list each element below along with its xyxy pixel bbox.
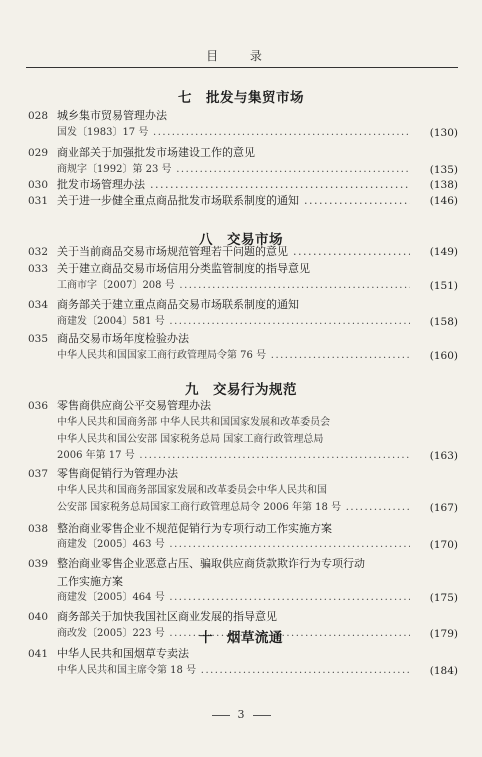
entry-page-number: (149) [429,246,458,258]
entry-title: 商业部关于加强批发市场建设工作的意见 [57,146,255,159]
entry-detail: 工作实施方案 [57,575,123,588]
entry-title: 批发市场管理办法 ..... [57,177,410,193]
entry-number: 034 [28,299,49,311]
entry-page-number: (151) [429,280,458,292]
section-title: 烟草流通 [227,630,283,646]
entry-detail: 中华人民共和国商务部 中华人民共和国国家发展和改革委员会 [57,417,331,428]
toc-entry[interactable] [26,556,458,572]
entry-title: 整治商业零售企业恶意占压、骗取供应商货款欺诈行为专项行动 [57,557,365,570]
entry-page-number: (184) [429,665,458,677]
footer-dash-left [212,715,230,716]
toc-entry-line[interactable] [26,448,458,464]
entry-number: 029 [28,147,49,159]
section-number: 十 [199,630,213,646]
entry-detail: 中华人民共和国公安部 国家税务总局 国家工商行政管理总局 [57,434,324,445]
entry-title: 零售商供应商公平交易管理办法 [57,399,211,412]
toc-entry-line[interactable] [26,314,458,330]
running-header: 目 录 [206,49,276,63]
entry-page-number: (179) [429,628,458,640]
page-number: 3 [237,708,245,721]
entry-number: 040 [28,611,49,623]
toc-entry[interactable] [26,466,458,482]
section-title: 批发与集贸市场 [206,90,304,106]
entry-title: 关于进一步健全重点商品批发市场联系制度的通知 ..... [57,193,410,209]
entry-detail: 商建发〔2004〕581 号 ..... [57,314,410,330]
entry-page-number: (167) [429,502,458,514]
toc-entry[interactable] [26,145,458,161]
entry-detail: 中华人民共和国主席令第 18 号 ..... [57,663,410,679]
entry-number: 038 [28,523,49,535]
entry-page-number: (160) [429,350,458,362]
entry-detail: 商建发〔2005〕463 号 ..... [57,537,410,553]
section-heading [0,86,482,106]
entry-number: 037 [28,468,49,480]
toc-entry-line[interactable] [26,500,458,516]
entry-title: 关于建立商品交易市场信用分类监管制度的指导意见 [57,262,310,275]
toc-entry-line[interactable] [26,663,458,679]
entry-number: 035 [28,333,49,345]
toc-entry[interactable] [26,297,458,313]
entry-number: 030 [28,179,49,191]
entry-page-number: (175) [429,592,458,604]
entry-page-number: (146) [429,195,458,207]
entry-detail: 国发〔1983〕17 号 ..... [57,125,410,141]
entry-detail: 中华人民共和国商务部国家发展和改革委员会中华人民共和国 [57,485,327,496]
toc-entry-line[interactable] [26,125,458,141]
toc-entry-line[interactable] [26,590,458,606]
entry-detail: 工商市字〔2007〕208 号 ..... [57,278,410,294]
entry-title: 城乡集市贸易管理办法 [57,109,167,122]
toc-entry[interactable] [26,331,458,347]
toc-entry-line[interactable] [26,432,458,448]
toc-entry[interactable] [26,521,458,537]
entry-page-number: (170) [429,539,458,551]
entry-number: 031 [28,195,49,207]
entry-page-number: (163) [429,450,458,462]
toc-entry-line[interactable] [26,574,458,590]
entry-title: 商务部关于建立重点商品交易市场联系制度的通知 [57,298,299,311]
entry-detail: 中华人民共和国国家工商行政管理局令第 76 号 ..... [57,348,410,364]
entry-title: 关于当前商品交易市场规范管理若干问题的意见 ..... [57,244,410,260]
toc-entry-line[interactable] [26,415,458,431]
entry-number: 041 [28,648,49,660]
entry-number: 028 [28,110,49,122]
entry-number: 032 [28,246,49,258]
section-heading [0,378,482,398]
toc-entry[interactable] [26,193,458,209]
footer-dash-right [253,715,271,716]
entry-page-number: (158) [429,316,458,328]
toc-entry-line[interactable] [26,537,458,553]
entry-title: 商务部关于加快我国社区商业发展的指导意见 [57,610,277,623]
section-number: 九 [185,382,199,398]
toc-entry[interactable] [26,261,458,277]
entry-page-number: (138) [429,179,458,191]
section-title: 交易市场 [227,232,283,248]
toc-entry[interactable] [26,646,458,662]
toc-entry[interactable] [26,108,458,124]
entry-detail: 公安部 国家税务总局国家工商行政管理总局令 2006 年第 18 号 ..... [57,500,410,516]
entry-number: 033 [28,263,49,275]
header-rule [26,67,458,68]
toc-entry-line[interactable] [26,278,458,294]
toc-entry[interactable] [26,398,458,414]
toc-entry-line[interactable] [26,162,458,178]
entry-title: 中华人民共和国烟草专卖法 [57,647,189,660]
section-number: 七 [178,90,192,106]
entry-page-number: (135) [429,164,458,176]
entry-detail: 2006 年第 17 号 ..... [57,448,410,464]
page-footer [0,708,482,721]
entry-title: 整治商业零售企业不规范促销行为专项行动工作实施方案 [57,522,332,535]
entry-number: 039 [28,558,49,570]
toc-entry-line[interactable] [26,348,458,364]
toc-entry-line[interactable] [26,483,458,499]
section-number: 八 [199,232,213,248]
section-title: 交易行为规范 [213,382,297,398]
section-heading [0,626,482,646]
entry-page-number: (130) [429,127,458,139]
entry-number: 036 [28,400,49,412]
entry-title: 零售商促销行为管理办法 [57,467,178,480]
toc-entry[interactable] [26,244,458,260]
entry-title: 商品交易市场年度检验办法 [57,332,189,345]
entry-detail: 商规字〔1992〕第 23 号 ..... [57,162,410,178]
entry-detail: 商建发〔2005〕464 号 ..... [57,590,410,606]
toc-entry[interactable] [26,177,458,193]
toc-entry[interactable] [26,609,458,625]
entry-detail: 商改发〔2005〕223 号 ..... [57,626,410,642]
